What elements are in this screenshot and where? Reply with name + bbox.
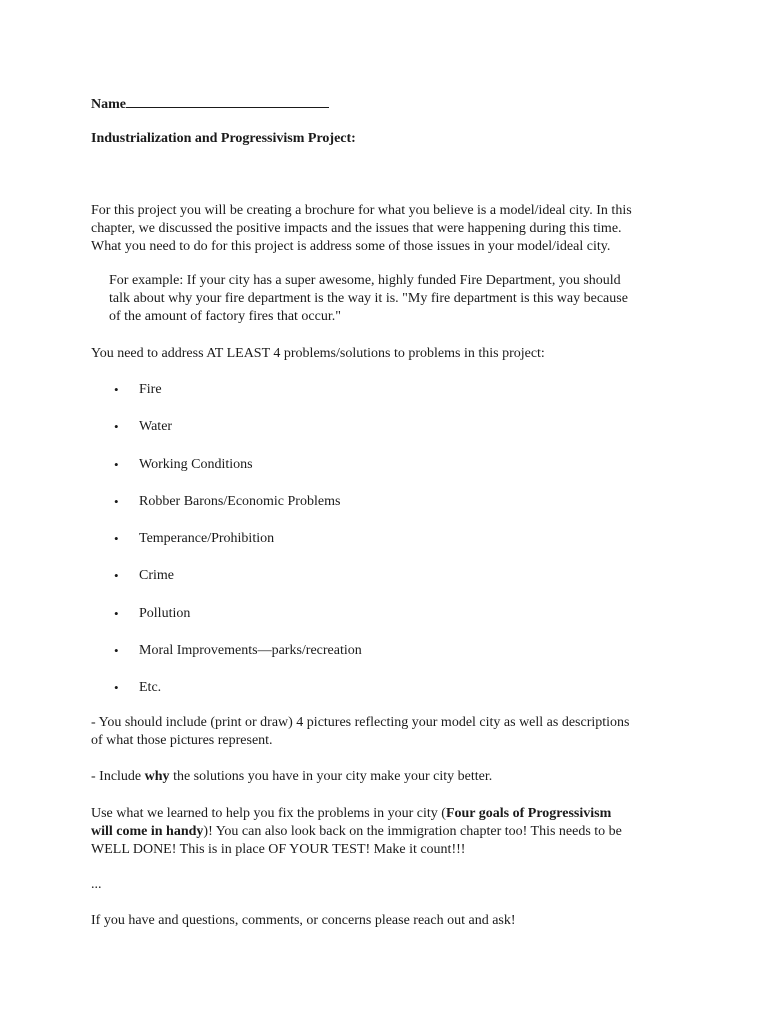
- use-line-2-text: )! You can also look back on the immigration chapter too! This needs to be: [203, 824, 622, 839]
- intro-line: What you need to do for this project is address some of those issues in your model/ideal city.: [91, 239, 611, 254]
- progressivism-paragraph: [91, 805, 681, 859]
- use-line-1-text: Use what we learned to help you fix the problems in your city (: [91, 806, 446, 821]
- example-line: talk about why your fire department is the way it is. "My fire department is this way because: [109, 291, 628, 306]
- pictures-line: of what those pictures represent.: [91, 733, 273, 748]
- include-emphasis: why: [144, 769, 170, 784]
- list-item: [114, 605, 514, 642]
- list-item: [114, 679, 514, 716]
- example-paragraph: [109, 272, 679, 326]
- list-item: [114, 567, 514, 604]
- pictures-paragraph: [91, 714, 691, 750]
- list-item-label: Fire: [139, 382, 162, 397]
- list-item-label: Etc.: [139, 680, 162, 695]
- use-line-1-emphasis: Four goals of Progressivism: [445, 806, 612, 821]
- example-line: of the amount of factory fires that occur.": [109, 309, 341, 324]
- include-paragraph: [91, 768, 691, 786]
- list-item: [114, 530, 514, 567]
- list-item: [114, 493, 514, 530]
- problems-list: [114, 381, 514, 716]
- bullet-icon: •: [114, 642, 119, 658]
- bullet-icon: •: [114, 456, 119, 472]
- closing-paragraph: If you have and questions, comments, or concerns please reach out and ask!: [91, 913, 516, 928]
- include-prefix: - Include: [91, 769, 145, 784]
- use-line-3: WELL DONE! This is in place OF YOUR TEST! Make it count!!!: [91, 842, 466, 857]
- list-item: [114, 418, 514, 455]
- list-item: [114, 381, 514, 418]
- page-title: Industrialization and Progressivism Project:: [91, 131, 356, 146]
- list-item-label: Water: [139, 419, 173, 435]
- bullet-icon: •: [114, 680, 119, 695]
- bullet-icon: •: [114, 493, 119, 509]
- list-item-label: Working Conditions: [139, 456, 253, 472]
- name-field: [91, 93, 329, 114]
- list-item-label: Robber Barons/Economic Problems: [139, 493, 341, 509]
- use-line-2-emphasis: will come in handy: [91, 824, 204, 839]
- bullet-icon: •: [114, 382, 119, 397]
- name-blank-line: [126, 93, 329, 108]
- bullet-icon: •: [114, 605, 119, 621]
- list-item-label: Pollution: [139, 605, 191, 621]
- intro-line: chapter, we discussed the positive impacts and the issues that were happening during this time.: [91, 221, 622, 236]
- use-line-1: [91, 805, 681, 823]
- intro-paragraph: [91, 202, 691, 256]
- address-instruction: You need to address AT LEAST 4 problems/solutions to problems in this project:: [91, 346, 545, 361]
- list-item: [114, 642, 514, 679]
- bullet-icon: •: [114, 531, 119, 546]
- list-item: [114, 456, 514, 493]
- intro-line: For this project you will be creating a brochure for what you believe is a model/ideal city. In this: [91, 203, 632, 218]
- example-line: For example: If your city has a super awesome, highly funded Fire Department, you should: [109, 273, 621, 288]
- pictures-line: - You should include (print or draw) 4 pictures reflecting your model city as well as descriptions: [91, 715, 630, 730]
- name-label: Name: [91, 97, 126, 112]
- ellipsis-separator: ...: [91, 877, 102, 892]
- list-item-label: Moral Improvements—parks/recreation: [139, 642, 362, 658]
- use-line-2: [91, 823, 681, 841]
- list-item-label: Temperance/Prohibition: [139, 531, 275, 546]
- list-item-label: Crime: [139, 568, 174, 584]
- bullet-icon: •: [114, 568, 119, 584]
- bullet-icon: •: [114, 419, 119, 435]
- include-suffix: the solutions you have in your city make your city better.: [169, 769, 493, 784]
